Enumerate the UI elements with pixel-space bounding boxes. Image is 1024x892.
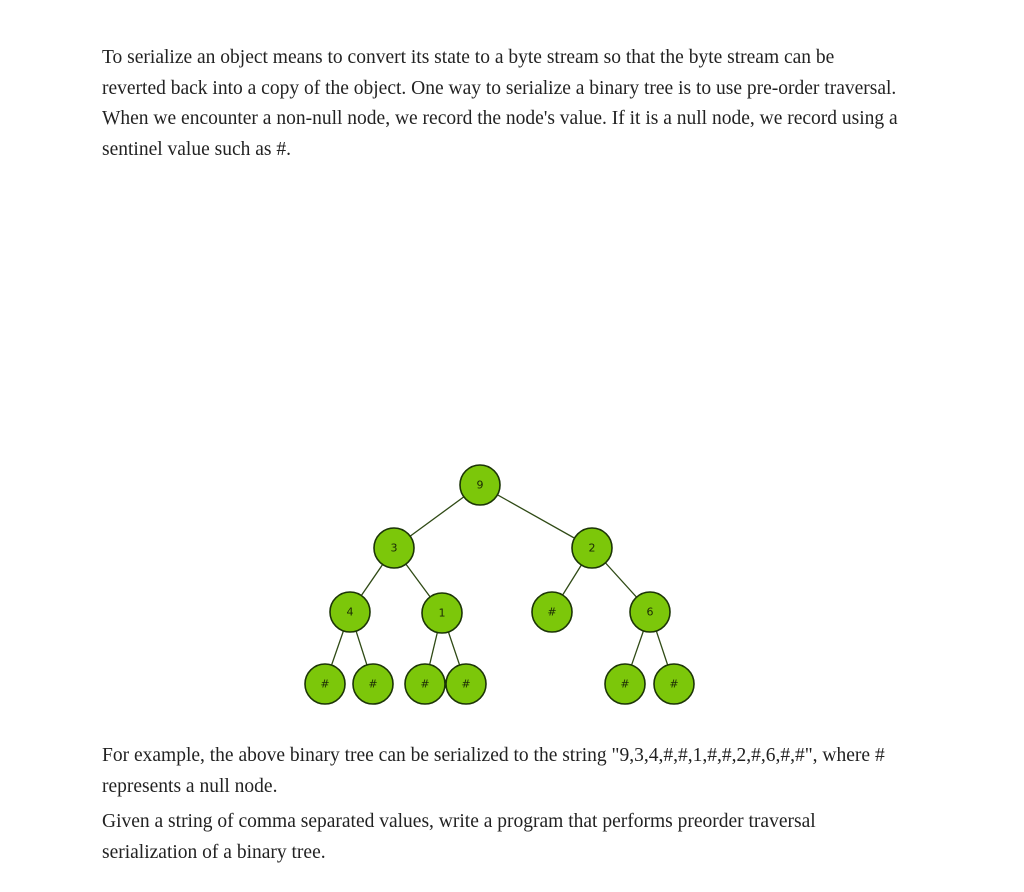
example-paragraph: For example, the above binary tree can be serialized to the string "9,3,4,#,#,1,#,#,2,#,6,#,#", where # represents a null node. (102, 745, 885, 797)
tree-node-label: # (620, 677, 630, 691)
tree-node-label: 9 (476, 478, 484, 492)
tree-node-n1-right-null (446, 664, 486, 704)
tree-node-n3 (374, 528, 414, 568)
tree-node-n1-left-null (405, 664, 445, 704)
tree-node-n4-left-null (305, 664, 345, 704)
tree-node-label: # (420, 677, 430, 691)
tree-node-label: # (547, 605, 557, 619)
tree-node-label: 4 (346, 605, 354, 619)
tree-node-n9 (460, 465, 500, 505)
tree-node-label: # (368, 677, 378, 691)
tree-node-n6-left-null (605, 664, 645, 704)
tree-nodes (305, 465, 694, 704)
tree-node-label: # (669, 677, 679, 691)
tree-node-n1 (422, 593, 462, 633)
tree-node-label: 1 (438, 606, 446, 620)
tree-node-n4 (330, 592, 370, 632)
tree-node-n2 (572, 528, 612, 568)
tree-node-label: 6 (646, 605, 654, 619)
tree-node-n4-right-null (353, 664, 393, 704)
tree-node-label: # (461, 677, 471, 691)
task-paragraph: Given a string of comma separated values, write a program that performs preorder traversal serialization of a binary tree. (102, 811, 816, 863)
tree-edges (325, 485, 674, 684)
tree-node-label: 2 (588, 541, 596, 555)
tree-node-label: 3 (390, 541, 398, 555)
tree-node-n6-right-null (654, 664, 694, 704)
intro-paragraph: To serialize an object means to convert its state to a byte stream so that the byte stream can be reverted back into a copy of the object. One way to serialize a binary tree is to use pre-order traversal. When we encounter a non-null node, we record the node's value. If it is a null node, we record using a sentinel value such as #. (102, 47, 898, 160)
tree-node-n2-left-null (532, 592, 572, 632)
tree-node-n6 (630, 592, 670, 632)
tree-node-label: # (320, 677, 330, 691)
